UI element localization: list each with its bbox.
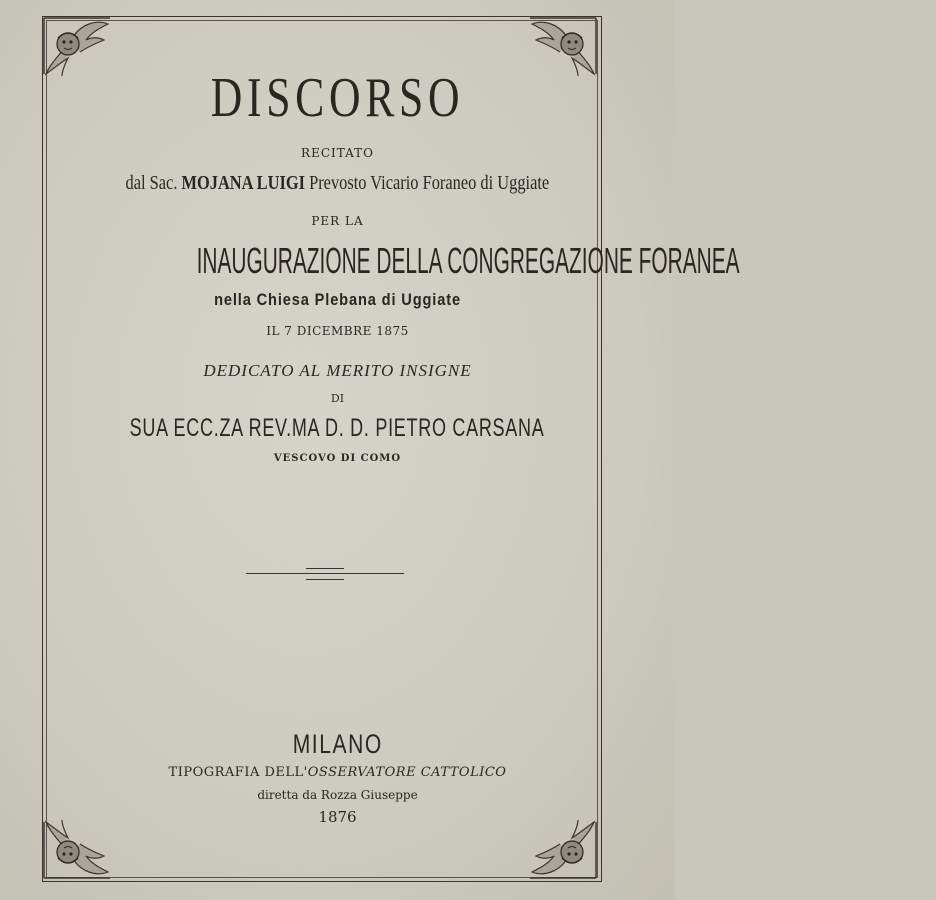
cherub-ornament-icon [528,818,600,882]
printer-name: OSSERVATORE CATTOLICO [307,765,507,780]
dedicatee-title: VESCOVO DI COMO [273,453,402,464]
event-date: IL 7 DICEMBRE 1875 [266,324,409,338]
author-name: MOJANA LUIGI [181,172,306,194]
cherub-ornament-icon [40,818,112,882]
byline-prefix: dal Sac. [125,172,178,194]
di-label: DI [330,392,345,405]
place-line: nella Chiesa Plebana di Uggiate [214,290,461,309]
byline-suffix: Prevosto Vicario Foraneo di Uggiate [309,172,550,194]
divider-rule-top [306,568,344,569]
dedication-line: DEDICATO AL MERITO INSIGNE [203,361,472,380]
imprint-city: MILANO [292,729,383,759]
per-la-label: PER LA [311,214,364,228]
occasion-heading: INAUGURAZIONE DELLA CONGREGAZIONE FORANEA [196,240,740,281]
dedicatee-name: SUA ECC.ZA REV.MA D. D. PIETRO CARSANA [130,414,545,442]
imprint-year: 1876 [318,808,357,826]
imprint-director: diretta da Rozza Giuseppe [257,788,418,802]
divider-rule-bottom [306,579,344,580]
recitato-label: RECITATO [301,146,374,160]
divider-rule [246,573,404,574]
document-title: DISCORSO [210,67,465,129]
author-byline [0,172,675,195]
imprint-printer: TIPOGRAFIA DELL'OSSERVATORE CATTOLICO [168,765,507,780]
